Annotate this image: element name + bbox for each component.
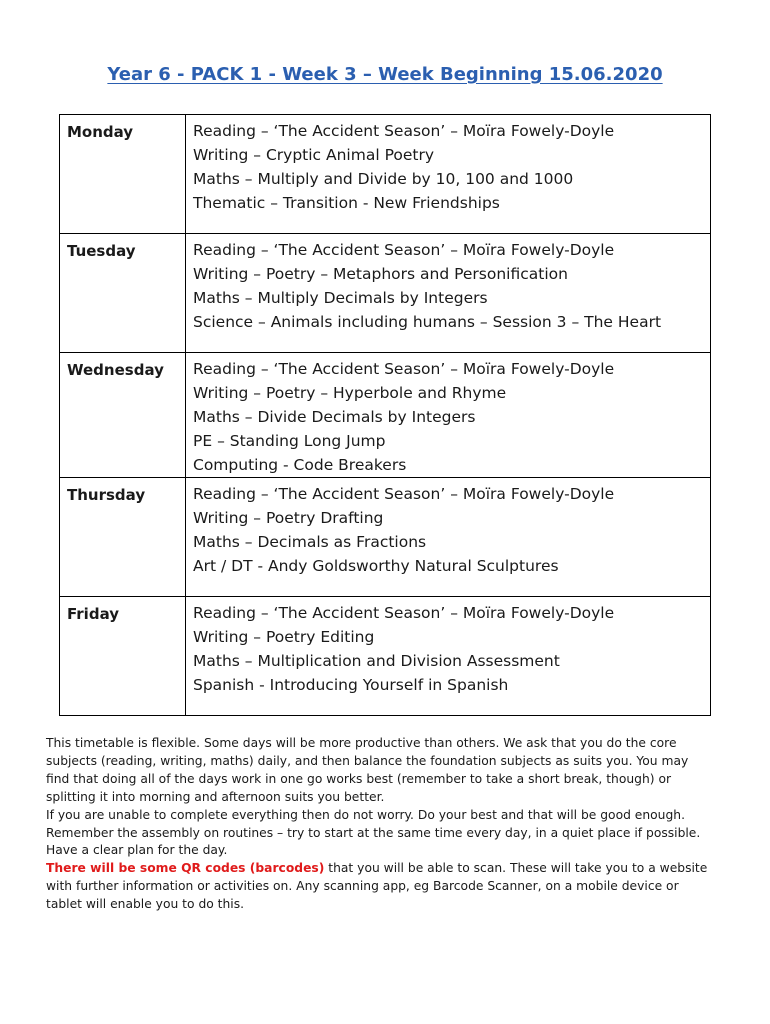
day-label: Monday <box>67 123 134 141</box>
activities-cell <box>186 115 711 234</box>
notes-line: tablet will enable you to do this. <box>46 897 245 912</box>
activity-item: Reading – ‘The Accident Season’ – Moïra Fowely-Doyle <box>193 122 615 140</box>
weekly-timetable <box>59 114 711 716</box>
day-label: Friday <box>67 605 120 623</box>
day-label: Wednesday <box>67 361 164 379</box>
activities-cell <box>186 478 711 597</box>
activity-item: Writing – Poetry Editing <box>193 628 375 646</box>
day-cell <box>60 353 186 478</box>
activity-item: Maths – Decimals as Fractions <box>193 533 427 551</box>
activity-item: Writing – Poetry Drafting <box>193 509 384 527</box>
day-cell <box>60 478 186 597</box>
day-cell <box>60 234 186 353</box>
activity-item: PE – Standing Long Jump <box>193 432 386 450</box>
notes-line: subjects (reading, writing, maths) daily, and then balance the foundation subjects as suits you. You may <box>46 753 689 768</box>
activity-item: Maths – Divide Decimals by Integers <box>193 408 476 426</box>
activity-item: Writing – Cryptic Animal Poetry <box>193 146 434 164</box>
activity-item: Maths – Multiply Decimals by Integers <box>193 289 488 307</box>
activity-item: Reading – ‘The Accident Season’ – Moïra Fowely-Doyle <box>193 241 615 259</box>
day-label: Tuesday <box>67 242 136 260</box>
notes-line: This timetable is flexible. Some days will be more productive than others. We ask that you do the core <box>46 736 677 750</box>
activity-item: Spanish - Introducing Yourself in Spanish <box>193 676 509 694</box>
activity-item: Reading – ‘The Accident Season’ – Moïra Fowely-Doyle <box>193 604 615 622</box>
timetable-row <box>60 353 711 478</box>
notes-line: Have a clear plan for the day. <box>46 843 228 858</box>
notes-line: If you are unable to complete everything then do not worry. Do your best and that will be good enough. <box>46 807 685 822</box>
activity-item: Maths – Multiplication and Division Assessment <box>193 652 560 670</box>
timetable-row <box>60 478 711 597</box>
timetable-notes <box>46 735 726 914</box>
activity-item: Maths – Multiply and Divide by 10, 100 and 1000 <box>193 170 574 188</box>
notes-line-text: that you will be able to scan. These will take you to a website <box>324 861 708 876</box>
activity-item: Reading – ‘The Accident Season’ – Moïra Fowely-Doyle <box>193 360 615 378</box>
timetable-row <box>60 597 711 716</box>
activities-cell <box>186 234 711 353</box>
activity-item: Writing – Poetry – Hyperbole and Rhyme <box>193 384 507 402</box>
notes-qr-line <box>46 860 726 878</box>
timetable-row <box>60 115 711 234</box>
notes-line: splitting it into morning and afternoon suits you better. <box>46 789 385 804</box>
notes-line: Remember the assembly on routines – try to start at the same time every day, in a quiet place if possible. <box>46 825 701 840</box>
notes-line: find that doing all of the days work in one go works best (remember to take a short break, though) or <box>46 771 672 786</box>
day-cell <box>60 115 186 234</box>
activity-item: Writing – Poetry – Metaphors and Personification <box>193 265 568 283</box>
activities-cell <box>186 597 711 716</box>
activities-cell <box>186 353 711 478</box>
activity-item: Science – Animals including humans – Session 3 – The Heart <box>193 313 662 331</box>
timetable-row <box>60 234 711 353</box>
notes-line: with further information or activities on. Any scanning app, eg Barcode Scanner, on a mobile device or <box>46 879 679 894</box>
day-label: Thursday <box>67 486 146 504</box>
activity-item: Computing - Code Breakers <box>193 456 407 474</box>
activity-item: Art / DT - Andy Goldsworthy Natural Sculptures <box>193 557 559 575</box>
page-title: Year 6 - PACK 1 - Week 3 – Week Beginning 15.06.2020 <box>107 64 663 85</box>
qr-codes-highlight: There will be some QR codes (barcodes) <box>46 861 325 876</box>
activity-item: Thematic – Transition - New Friendships <box>193 194 500 212</box>
activity-item: Reading – ‘The Accident Season’ – Moïra Fowely-Doyle <box>193 485 615 503</box>
day-cell <box>60 597 186 716</box>
